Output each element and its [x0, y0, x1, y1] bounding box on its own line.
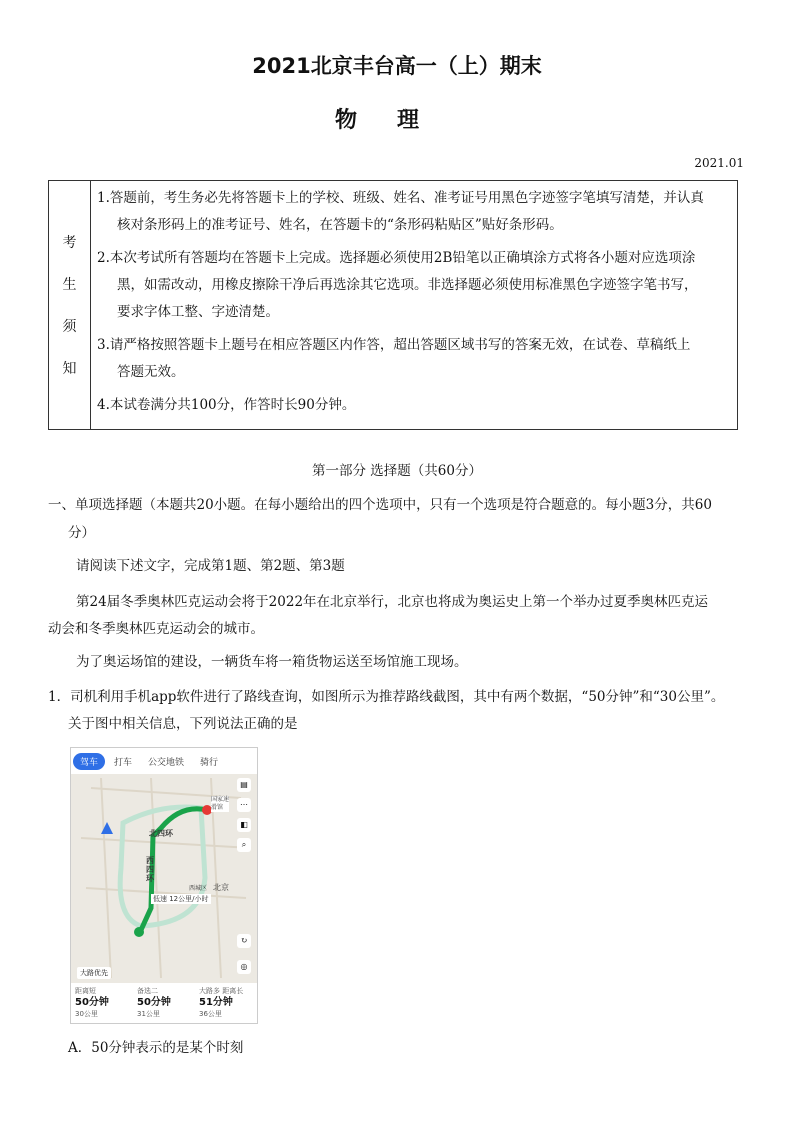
map-label-west4: 西四环	[146, 856, 154, 883]
reading-intro: 请阅读下述文字，完成第1题、第2题、第3题	[76, 558, 345, 574]
notice-label-char: 须	[62, 319, 77, 335]
notice-label-char: 知	[62, 361, 77, 377]
tab-taxi[interactable]: 打车	[114, 757, 133, 768]
notice-item: 1.答题前，考生务必先将答题卡上的学校、班级、姓名、准考证号用黑色字迹签字笔填写清楚，并认真 核对条形码上的准考证号、姓名，在答题卡的“条形码粘贴区”贴好条形码。	[97, 190, 704, 233]
refresh-icon[interactable]: ↻	[237, 934, 251, 948]
part-heading: 第一部分 选择题（共60分）	[312, 463, 482, 479]
message-icon[interactable]: ▤	[237, 778, 251, 792]
notice-label	[49, 181, 91, 429]
prefer-option[interactable]: 大路优先	[77, 967, 111, 979]
layers-icon[interactable]: ◧	[237, 818, 251, 832]
destination-label: 国家速滑馆	[211, 796, 230, 811]
locate-icon[interactable]: ◎	[237, 960, 251, 974]
map-toolbar	[237, 778, 253, 852]
paragraph-1-line1: 第24届冬季奥林匹克运动会将于2022年在北京举行，北京也将成为奥运史上第一个举办过夏季奥林匹克运	[76, 594, 709, 610]
question-1-line2: 关于图中相关信息，下列说法正确的是	[68, 716, 298, 732]
more-icon[interactable]: ⋯	[237, 798, 251, 812]
route-option[interactable]: 大路多 距离长 51分钟 36公里	[199, 987, 244, 1018]
paragraph-1-line2: 动会和冬季奥林匹克运动会的城市。	[48, 621, 264, 637]
route-option[interactable]: 距离短 50分钟 30公里	[75, 987, 109, 1018]
subject-title: 物理	[334, 108, 459, 133]
map-label-beijing: 北京	[213, 883, 229, 892]
map-canvas	[71, 748, 257, 1023]
option-a: A．50分钟表示的是某个时刻	[68, 1040, 244, 1056]
page-title: 2021北京丰台高一（上）期末	[252, 54, 542, 78]
route-option[interactable]: 备选二 50分钟 31公里	[137, 987, 171, 1018]
notice-label-char: 生	[62, 277, 77, 293]
start-point-icon	[134, 927, 144, 937]
notice-item: 3.请严格按照答题卡上题号在相应答题区内作答，超出答题区域书写的答案无效，在试卷、草稿纸上 答题无效。	[97, 337, 691, 380]
search-icon[interactable]: ⌕	[237, 838, 251, 852]
tab-bike[interactable]: 骑行	[200, 757, 219, 768]
notice-item: 4.本试卷满分共100分，作答时长90分钟。	[97, 397, 356, 413]
speed-badge: 低速 12公里/小时	[153, 895, 209, 903]
tab-drive[interactable]: 驾车	[73, 753, 105, 770]
section-heading-line2: 分）	[68, 525, 95, 541]
map-label-north4: 北四环	[149, 829, 173, 838]
exam-date: 2021.01	[694, 156, 744, 170]
notice-label-char: 考	[62, 235, 77, 251]
paragraph-2: 为了奥运场馆的建设，一辆货车将一箱货物运送至场馆施工现场。	[76, 654, 468, 670]
map-label-xicheng: 西城区	[189, 885, 208, 892]
tab-transit[interactable]: 公交地铁	[148, 757, 185, 768]
notice-box	[48, 180, 738, 430]
question-1-line1: 1．司机利用手机app软件进行了路线查询，如图所示为推荐路线截图，其中有两个数据，“50分钟”和“30公里”。	[48, 689, 725, 705]
section-heading-line1: 一、单项选择题（本题共20小题。在每小题给出的四个选项中，只有一个选项是符合题意的。每小题3分，共60	[48, 497, 712, 513]
route-options	[71, 983, 257, 1023]
notice-item: 2.本次考试所有答题均在答题卡上完成。选择题必须使用2B铅笔以正确填涂方式将各小题对应选项涂 黑，如需改动，用橡皮擦除干净后再选涂其它选项。非选择题必须使用标准黑色字迹签字笔书写， 要求字体工整、字迹清楚。	[97, 250, 698, 320]
route-map-screenshot	[70, 747, 258, 1024]
